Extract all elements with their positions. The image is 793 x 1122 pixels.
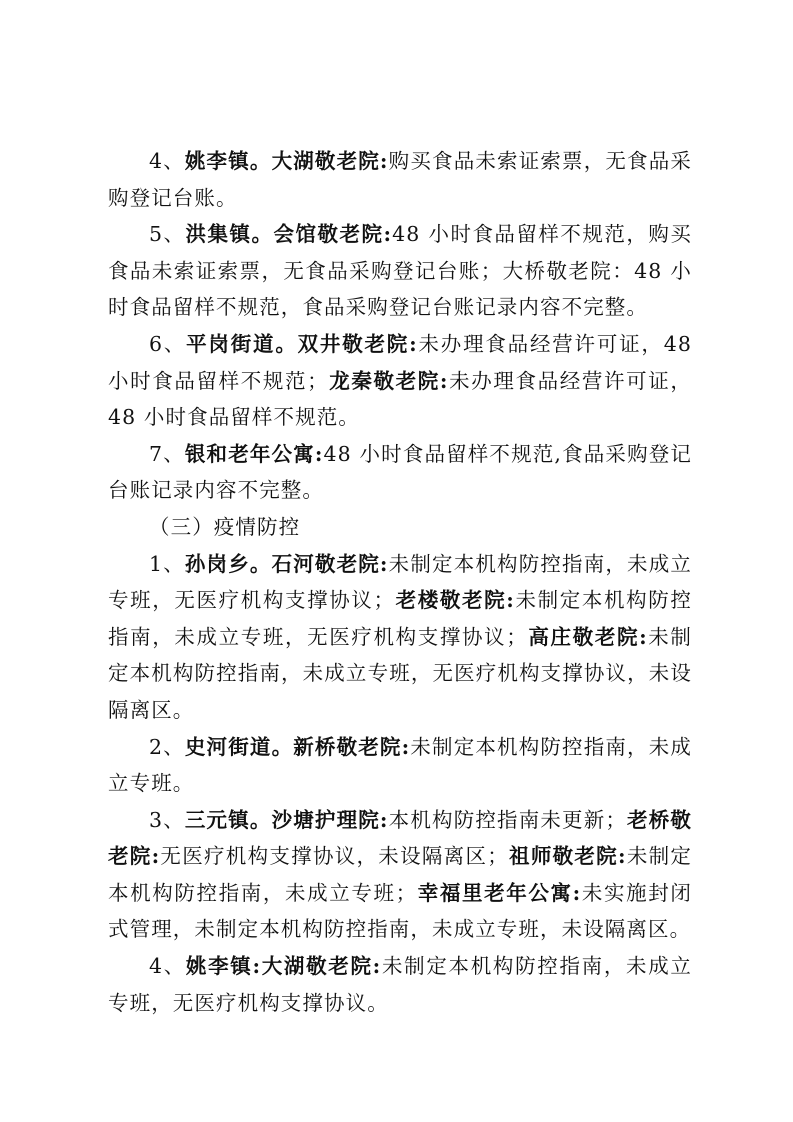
item-location: 孙岗乡。 xyxy=(184,551,272,576)
food-item-4 xyxy=(108,143,692,216)
facility-name: 石河敬老院: xyxy=(271,551,389,576)
facility-issue: 未制定本机构防控指南，未成立专班，无医疗机构支撑协议。 xyxy=(108,954,692,1015)
food-item-7 xyxy=(108,436,692,509)
facility-issue: 未办理食品经营许可证，48 小时食品留样不规范。 xyxy=(108,368,692,430)
epidemic-item-4 xyxy=(108,948,692,1021)
facility-issue: 未制定本机构防控指南，未成立专班。 xyxy=(108,734,692,796)
item-location: 洪集镇。 xyxy=(185,222,274,247)
item-number: 1、 xyxy=(149,551,185,576)
facility-issue: 未制定本机构防控指南，未成立专班，无医疗机构支撑协议； xyxy=(108,588,692,649)
item-number: 7、 xyxy=(149,441,185,466)
facility-name: 老桥敬老院: xyxy=(108,807,692,869)
facility-name: 沙塘护理院: xyxy=(271,807,389,832)
item-location: 平岗街道。 xyxy=(186,331,298,356)
facility-issue: 未制定本机构防控指南，未成立专班，无医疗机构支撑协议，未设隔离区。 xyxy=(108,624,693,722)
facility-issue: 未实施封闭式管理，未制定本机构防控指南，未成立专班，未设隔离区。 xyxy=(108,880,692,942)
item-number: 5、 xyxy=(149,222,186,247)
facility-issue: 大桥敬老院：48 小时食品留样不规范，食品采购登记台账记录内容不完整。 xyxy=(108,258,692,320)
facility-name: 银和老年公寓: xyxy=(184,441,324,466)
section-heading: （三）疫情防控 xyxy=(149,514,301,539)
facility-issue: 48 小时食品留样不规范,食品采购登记台账记录内容不完整。 xyxy=(108,441,692,503)
facility-issue: 48 小时食品留样不规范，购买食品未索证索票，无食品采购登记台账； xyxy=(108,222,692,283)
facility-issue: 未制定本机构防控指南，未成立专班，无医疗机构支撑协议； xyxy=(108,551,692,613)
facility-name: 幸福里老年公寓: xyxy=(417,880,582,905)
item-location: 史河街道。 xyxy=(184,734,294,759)
item-number: 6、 xyxy=(149,331,187,356)
facility-issue: 无医疗机构支撑协议，未设隔离区； xyxy=(160,844,509,869)
facility-issue: 未办理食品经营许可证，48 小时食品留样不规范； xyxy=(108,331,693,393)
item-number: 4、 xyxy=(149,149,185,173)
facility-name: 龙秦敬老院: xyxy=(328,368,449,393)
epidemic-item-1 xyxy=(108,546,692,729)
food-item-6 xyxy=(108,326,692,436)
facility-name: 老楼敬老院: xyxy=(395,588,515,613)
document-page xyxy=(108,143,692,1021)
item-number: 3、 xyxy=(149,807,185,832)
facility-name: 高庄敬老院: xyxy=(527,624,648,649)
item-number: 4、 xyxy=(149,954,186,979)
facility-issue: 购买食品未索证索票，无食品采购登记台账。 xyxy=(108,149,692,210)
facility-name: 祖师敬老院: xyxy=(508,844,627,869)
epidemic-item-2 xyxy=(108,729,692,802)
facility-name: 大湖敬老院: xyxy=(271,149,389,173)
facility-issue: 未制定本机构防控指南，未成立专班； xyxy=(108,844,692,905)
item-number: 2、 xyxy=(149,734,185,759)
facility-name: 大湖敬老院: xyxy=(261,954,382,979)
item-location: 姚李镇: xyxy=(185,954,262,979)
food-item-5 xyxy=(108,216,692,326)
epidemic-item-3 xyxy=(108,802,692,948)
item-location: 姚李镇。 xyxy=(184,149,272,173)
facility-name: 新桥敬老院: xyxy=(293,734,411,759)
facility-issue: 本机构防控指南未更新； xyxy=(388,807,627,832)
facility-name: 会馆敬老院: xyxy=(273,222,393,247)
item-location: 三元镇。 xyxy=(184,807,272,832)
facility-name: 双井敬老院: xyxy=(297,331,418,356)
